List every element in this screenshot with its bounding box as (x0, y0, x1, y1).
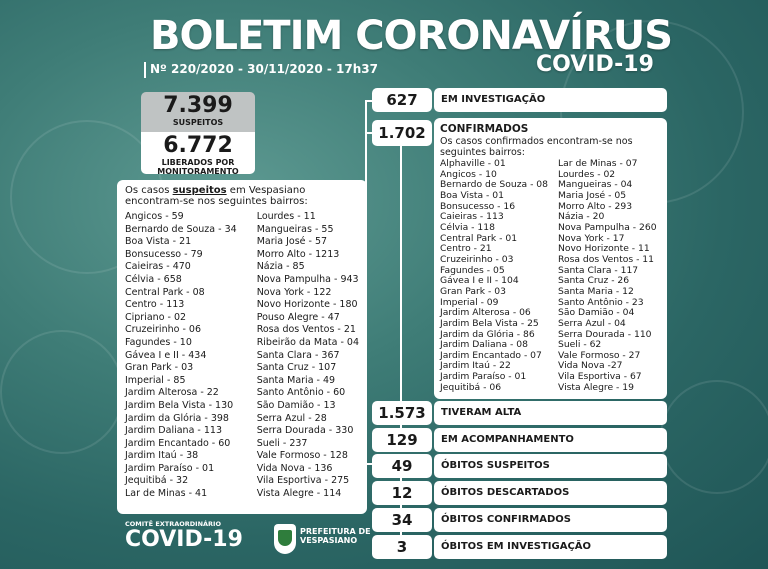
list-item: Vida Nova - 136 (256, 462, 333, 474)
list-item: Jardim Encantado - 07 (440, 349, 542, 361)
list-item: Bonsucesso - 16 (440, 200, 516, 212)
virus-decoration-icon (0, 330, 124, 454)
confirmed-label: CONFIRMADOS (440, 123, 529, 135)
list-item: Rosa dos Ventos - 11 (558, 253, 654, 265)
list-item: Jardim Encantado - 60 (125, 437, 231, 449)
list-item: Lourdes - 11 (256, 211, 316, 222)
list-item: Santa Clara - 367 (256, 349, 340, 361)
edition-info: Nº 220/2020 - 30/11/2020 - 17h37 (150, 62, 378, 76)
list-item: Fagundes - 05 (440, 264, 505, 276)
list-item: Novo Horizonte - 11 (558, 243, 650, 255)
confirmed-panel (434, 118, 667, 399)
deaths-investigation-label: ÓBITOS EM INVESTIGAÇÃO (434, 535, 667, 559)
list-item: Central Park - 01 (440, 232, 518, 244)
list-item: Jardim da Glória - 398 (125, 412, 229, 424)
list-item: Jequitibá - 06 (440, 381, 502, 393)
list-item: Central Park - 08 (125, 286, 205, 298)
connector-line (365, 100, 367, 465)
released-label-line2: MONITORAMENTO (157, 167, 239, 176)
list-item: Sueli - 62 (558, 339, 602, 351)
deaths-discarded-value: 12 (372, 481, 432, 505)
suspects-label: SUSPEITOS (172, 118, 224, 127)
list-item: Serra Dourada - 330 (256, 425, 354, 437)
list-item: Gran Park - 03 (440, 285, 506, 297)
suspects-intro (125, 185, 359, 207)
list-item: Cipriano - 02 (125, 311, 187, 323)
deaths-discarded-label: ÓBITOS DESCARTADOS (434, 481, 667, 505)
list-item: Pouso Alegre - 47 (256, 311, 340, 323)
list-item: Nova Pampulha - 943 (256, 273, 359, 285)
virus-decoration-icon (660, 380, 768, 494)
list-item: Santa Cruz - 26 (558, 275, 630, 287)
list-item: Morro Alto - 293 (558, 200, 633, 212)
committee-caption: COMITÊ EXTRAORDINÁRIO (125, 520, 222, 528)
list-item: Lourdes - 02 (558, 168, 616, 180)
list-item: Nova York - 122 (256, 286, 332, 298)
list-item: Serra Dourada - 110 (558, 328, 652, 340)
city-crest-icon (274, 524, 296, 554)
list-item: Boa Vista - 21 (125, 236, 192, 248)
confirmed-value: 1.702 (372, 120, 432, 146)
edition-divider (144, 62, 146, 78)
list-item: Cruzeirinho - 03 (440, 253, 514, 265)
list-item: Santa Cruz - 107 (256, 362, 337, 374)
discharged-value: 1.573 (372, 401, 432, 425)
list-item: Santo Antônio - 60 (256, 387, 346, 399)
list-item: Caieiras - 113 (440, 211, 504, 223)
list-item: Angicos - 10 (440, 168, 497, 180)
list-item: Jequitibá - 32 (125, 475, 189, 487)
list-item: Jardim Paraíso - 01 (125, 462, 215, 474)
list-item: Gávea I e II - 434 (125, 349, 207, 361)
list-item: Vale Formoso - 27 (558, 349, 641, 361)
list-item: Boa Vista - 01 (440, 189, 504, 201)
list-item: Bernardo de Souza - 34 (125, 223, 237, 235)
list-item: Rosa dos Ventos - 21 (256, 324, 356, 336)
list-item: Názia - 85 (256, 261, 305, 273)
suspects-columns (125, 211, 359, 501)
followup-value: 129 (372, 428, 432, 452)
list-item: Cruzeirinho - 06 (125, 324, 201, 336)
list-item: Názia - 20 (558, 211, 605, 223)
released-label-line1: LIBERADOS POR (161, 158, 235, 167)
confirmed-column-2 (558, 159, 657, 393)
list-item: Vila Esportiva - 275 (256, 475, 350, 487)
list-item: Jardim Daliana - 08 (440, 339, 528, 351)
confirmed-intro: Os casos confirmados encontram-se nos seguintes bairros: (440, 136, 633, 158)
list-item: Imperial - 85 (125, 374, 186, 386)
list-item: Vida Nova -27 (558, 360, 623, 372)
list-item: Santa Maria - 12 (558, 285, 634, 297)
followup-label: EM ACOMPANHAMENTO (434, 428, 667, 452)
list-item: Morro Alto - 1213 (256, 248, 340, 260)
deaths-confirmed-value: 34 (372, 508, 432, 532)
intro-emphasis: suspeitos (172, 185, 227, 196)
list-item: Jardim da Glória - 86 (440, 328, 535, 340)
deaths-confirmed-label: ÓBITOS CONFIRMADOS (434, 508, 667, 532)
list-item: Santa Clara - 117 (558, 264, 639, 276)
list-item: Serra Azul - 28 (256, 412, 327, 424)
prefeitura-line1: PREFEITURA DE (300, 527, 371, 536)
list-item: Jardim Bela Vista - 25 (440, 317, 539, 329)
list-item: Sueli - 237 (256, 437, 308, 449)
list-item: Centro - 21 (440, 243, 492, 255)
list-item: Alphaville - 01 (440, 158, 506, 169)
suspects-column-2 (257, 211, 359, 501)
list-item: São Damião - 13 (256, 399, 336, 411)
list-item: Imperial - 09 (440, 296, 499, 308)
suspects-value: 7.399 (163, 93, 233, 118)
list-item: Serra Azul - 04 (558, 317, 626, 329)
deaths-suspect-value: 49 (372, 454, 432, 478)
list-item: Lar de Minas - 41 (125, 488, 208, 500)
list-item: Jardim Bela Vista - 130 (125, 399, 234, 411)
crest-shield-icon (278, 530, 292, 546)
list-item: Maria José - 05 (558, 189, 627, 201)
list-item: Jardim Itaú - 38 (125, 450, 199, 462)
released-value: 6.772 (163, 133, 233, 158)
confirmed-column-1 (440, 159, 558, 393)
list-item: Caieiras - 470 (125, 261, 191, 273)
list-item: Jardim Alterosa - 06 (440, 307, 531, 319)
committee-logo (125, 520, 243, 552)
page-subtitle: COVID-19 (536, 52, 654, 77)
list-item: Mangueiras - 04 (558, 179, 633, 191)
list-item: Maria José - 57 (256, 236, 328, 248)
deaths-suspect-label: ÓBITOS SUSPEITOS (434, 454, 667, 478)
prefeitura-logo (300, 527, 371, 545)
suspects-panel (117, 180, 367, 514)
investigation-value: 627 (372, 88, 432, 112)
list-item: Jardim Paraíso - 01 (440, 371, 527, 383)
list-item: Vista Alegre - 19 (558, 381, 634, 393)
list-item: Nova York - 17 (558, 232, 625, 244)
list-item: Santa Maria - 49 (256, 374, 336, 386)
intro-text: Os casos (125, 185, 173, 196)
list-item: Célvia - 658 (125, 273, 182, 285)
committee-logo-text: COVID-19 (125, 527, 243, 552)
list-item: Mangueiras - 55 (256, 223, 334, 235)
list-item: Ribeirão da Mata - 04 (256, 336, 359, 348)
list-item: Gran Park - 03 (125, 362, 194, 374)
investigation-label: EM INVESTIGAÇÃO (434, 88, 667, 112)
list-item: Santo Antônio - 23 (558, 296, 644, 308)
prefeitura-line2: VESPASIANO (300, 536, 358, 545)
suspects-column-1 (125, 211, 257, 501)
list-item: Vista Alegre - 114 (256, 488, 342, 500)
suspects-summary (141, 92, 255, 132)
list-item: Jardim Alterosa - 22 (125, 387, 219, 399)
deaths-investigation-value: 3 (372, 535, 432, 559)
list-item: Fagundes - 10 (125, 336, 192, 348)
list-item: Lar de Minas - 07 (558, 158, 638, 169)
list-item: Vale Formoso - 128 (256, 450, 348, 462)
list-item: Jardim Itaú - 22 (440, 360, 511, 372)
list-item: Bernardo de Souza - 08 (440, 179, 548, 191)
list-item: Novo Horizonte - 180 (256, 299, 358, 311)
list-item: Bonsucesso - 79 (125, 248, 203, 260)
list-item: Vila Esportiva - 67 (558, 371, 642, 383)
connector-line (400, 145, 402, 410)
list-item: Centro - 113 (125, 299, 185, 311)
list-item: Jardim Daliana - 113 (125, 425, 222, 437)
list-item: Gávea I e II - 104 (440, 275, 519, 287)
released-summary (141, 132, 255, 174)
page-title: BOLETIM CORONAVÍRUS (150, 13, 673, 59)
confirmed-columns (440, 159, 661, 393)
list-item: Nova Pampulha - 260 (558, 221, 657, 233)
intro-text: em Vespasiano encontram-se nos seguintes bairros: (125, 185, 308, 207)
discharged-label: TIVERAM ALTA (434, 401, 667, 425)
list-item: Angicos - 59 (125, 211, 184, 222)
list-item: Célvia - 118 (440, 221, 495, 233)
list-item: São Damião - 04 (558, 307, 635, 319)
